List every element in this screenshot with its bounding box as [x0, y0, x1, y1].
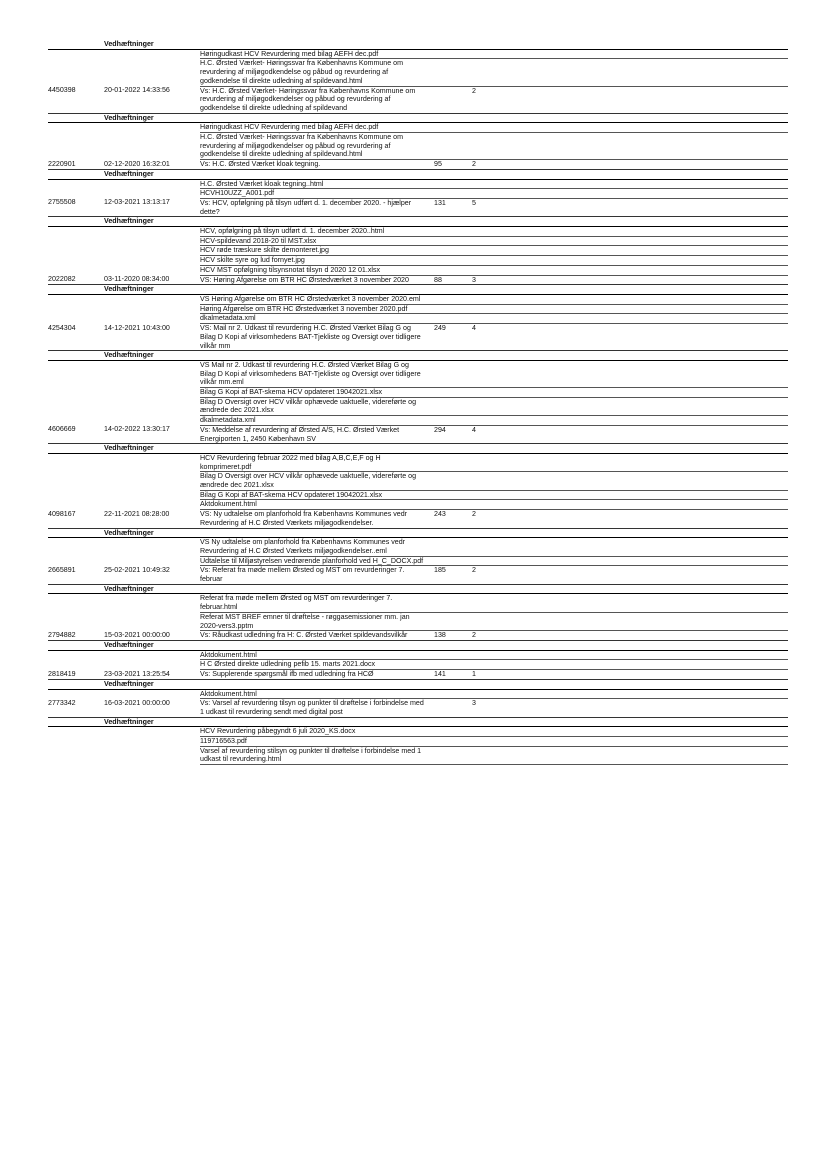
attachment-row [48, 453, 788, 471]
attachment-row [48, 236, 788, 246]
attachment-row [48, 490, 788, 500]
attachment-filename: H.C. Ørsted Værket kloak tegning..html [200, 179, 434, 189]
message-id: 4450398 [48, 86, 104, 113]
message-id: 2818419 [48, 670, 104, 680]
attachment-row [48, 746, 788, 764]
attachment-filename: H.C. Ørsted Værket- Høringssvar fra Københavns Kommune om revurdering af miljøgodkendelse og påbud og revurdering af godkendelse til direkte udledning af spildevand.html [200, 59, 434, 86]
message-datetime: 02-12-2020 16:32:01 [104, 160, 200, 170]
attachment-filename: HCV Revurdering påbegyndt 6 juli 2020_KS.docx [200, 727, 434, 737]
attachment-count: 3 [472, 275, 504, 285]
attachment-count: 2 [472, 510, 504, 528]
message-subject: Vs: Meddelse af revurdering af Ørsted A/S, H.C. Ørsted Værket Energiporten 1, 2450 København SV [200, 425, 434, 443]
attachment-filename: HCV MST opfølgning tilsynsnotat tilsyn d 2020 12 01.xlsx [200, 265, 434, 275]
attachment-filename: VS Ny udtalelse om planforhold fra Københavns Kommunes vedr Revurdering af H.C Ørsted Værkets miljøgodkendelser..eml [200, 538, 434, 556]
message-id: 2665891 [48, 566, 104, 584]
attachment-filename: Udtalelse til Miljøstyrelsen vedrørende planforhold ved H_C_DOCX.pdf [200, 556, 434, 566]
attachment-filename: 119716563.pdf [200, 737, 434, 747]
attachment-filename: HCV-spildevand 2018-20 til MST.xlsx [200, 236, 434, 246]
message-row [48, 699, 788, 717]
attachments-label: Vedhæftninger [104, 641, 200, 651]
message-size: 294 [434, 425, 472, 443]
attachments-header-row [48, 40, 788, 49]
attachment-filename: HCV Revurdering februar 2022 med bilag A,B,C,E,F og H komprimeret.pdf [200, 453, 434, 471]
document-page [48, 40, 788, 765]
message-size: 249 [434, 324, 472, 351]
attachment-filename: Bilag G Kopi af BAT-skema HCV opdateret 19042021.xlsx [200, 388, 434, 398]
message-id: 2755508 [48, 198, 104, 216]
correspondence-table [48, 40, 788, 765]
attachment-row [48, 49, 788, 59]
attachment-filename: H.C. Ørsted Værket- Høringssvar fra Københavns Kommune om revurdering af miljøgodkendelser og påbud og revurdering af godkendelse til direkte udledning af spildevand.html [200, 133, 434, 160]
attachments-header-row [48, 717, 788, 727]
attachment-filename: Aktdokument.html [200, 650, 434, 660]
attachments-header-row [48, 217, 788, 227]
attachment-filename: HCV skilte syre og lud fornyet.jpg [200, 256, 434, 266]
message-size: 88 [434, 275, 472, 285]
message-subject: VS: Mail nr 2. Udkast til revurdering H.C. Ørsted Værket Bilag G og Bilag D Kopi af virksomhedens BAT-Tjekliste og Oversigt over tidligere vilkår mm [200, 324, 434, 351]
attachments-header-row [48, 641, 788, 651]
message-row [48, 86, 788, 113]
message-row [48, 275, 788, 285]
attachment-filename: Bilag G Kopi af BAT-skema HCV opdateret 19042021.xlsx [200, 490, 434, 500]
message-size: 185 [434, 566, 472, 584]
message-datetime: 12-03-2021 13:13:17 [104, 198, 200, 216]
message-row [48, 425, 788, 443]
message-subject: Vs: HCV, opfølgning på tilsyn udført d. 1. december 2020. - hjælper dette? [200, 198, 434, 216]
message-row [48, 670, 788, 680]
message-datetime: 22-11-2021 08:28:00 [104, 510, 200, 528]
attachments-header-row [48, 351, 788, 361]
correspondence-rows [48, 40, 788, 765]
attachments-label: Vedhæftninger [104, 584, 200, 594]
attachment-row [48, 538, 788, 556]
attachment-row [48, 472, 788, 490]
attachment-filename: Høringudkast HCV Revurdering med bilag AEFH dec.pdf [200, 49, 434, 59]
attachment-filename: Referat MST BREF emner til drøftelse - røggasemissioner mm. jan 2020-vers3.pptm [200, 612, 434, 630]
attachment-row [48, 265, 788, 275]
attachment-count: 2 [472, 160, 504, 170]
message-subject: VS: Høring Afgørelse om BTR HC Ørstedværket 3 november 2020 [200, 275, 434, 285]
attachments-label: Vedhæftninger [104, 444, 200, 454]
message-subject: Vs: Råudkast udledning fra H: C. Ørsted Værket spildevandsvilkår [200, 631, 434, 641]
message-datetime: 25-02-2021 10:49:32 [104, 566, 200, 584]
attachment-filename: Varsel af revurdering stilsyn og punkter til drøftelse i forbindelse med 1 udkast til revurdering.html [200, 746, 434, 764]
attachment-filename: HCV, opfølgning på tilsyn udført d. 1. december 2020..html [200, 227, 434, 237]
attachment-row [48, 660, 788, 670]
message-size: 95 [434, 160, 472, 170]
attachment-row [48, 360, 788, 387]
attachment-filename: Aktdokument.html [200, 689, 434, 699]
attachments-header-row [48, 584, 788, 594]
message-subject: VS: Ny udtalelse om planforhold fra Københavns Kommunes vedr Revurdering af H.C Ørsted Værkets miljøgodkendelser. [200, 510, 434, 528]
attachment-filename: Høring Afgørelse om BTR HC Ørstedværket 3 november 2020.pdf [200, 304, 434, 314]
message-id: 2794882 [48, 631, 104, 641]
message-size: 243 [434, 510, 472, 528]
message-id: 4254304 [48, 324, 104, 351]
message-size: 138 [434, 631, 472, 641]
message-datetime: 15-03-2021 00:00:00 [104, 631, 200, 641]
attachment-row [48, 304, 788, 314]
attachment-filename: Bilag D Oversigt over HCV vilkår ophævede uaktuelle, videreførte og ændrede dec 2021.xlsx [200, 397, 434, 415]
attachment-row [48, 256, 788, 266]
attachments-label: Vedhæftninger [104, 113, 200, 123]
attachment-row [48, 612, 788, 630]
attachment-count: 2 [472, 631, 504, 641]
attachment-filename: HCVH10UZZ_A001.pdf [200, 189, 434, 199]
attachment-filename: Høringudkast HCV Revurdering med bilag AEFH dec.pdf [200, 123, 434, 133]
message-subject: Vs: Referat fra møde mellem Ørsted og MST om revurderinger 7. februar [200, 566, 434, 584]
attachment-filename: VS Mail nr 2. Udkast til revurdering H.C. Ørsted Værket Bilag G og Bilag D Kopi af virksomhedens BAT-Tjekliste og Oversigt over tidligere vilkår mm.eml [200, 360, 434, 387]
attachment-row [48, 314, 788, 324]
message-subject: Vs: H.C. Ørsted Værket- Høringssvar fra Københavns Kommune om revurdering af miljøgodkendelser og påbud og revurdering af godkendelse til direkte udledning af spildevand [200, 86, 434, 113]
attachments-label: Vedhæftninger [104, 351, 200, 361]
message-datetime: 23-03-2021 13:25:54 [104, 670, 200, 680]
attachments-label: Vedhæftninger [104, 217, 200, 227]
attachment-row [48, 133, 788, 160]
attachment-row [48, 727, 788, 737]
message-row [48, 160, 788, 170]
attachment-filename: VS Høring Afgørelse om BTR HC Ørstedværket 3 november 2020.eml [200, 294, 434, 304]
message-size [434, 86, 472, 113]
attachment-row [48, 294, 788, 304]
attachments-header-row [48, 113, 788, 123]
message-datetime: 20-01-2022 14:33:56 [104, 86, 200, 113]
attachment-row [48, 556, 788, 566]
attachment-row [48, 650, 788, 660]
message-row [48, 631, 788, 641]
message-id: 2773342 [48, 699, 104, 717]
attachment-count: 2 [472, 566, 504, 584]
attachments-header-row [48, 169, 788, 179]
attachment-count: 4 [472, 425, 504, 443]
attachment-row [48, 59, 788, 86]
message-row [48, 198, 788, 216]
attachments-header-row [48, 444, 788, 454]
attachment-row [48, 397, 788, 415]
attachments-label: Vedhæftninger [104, 528, 200, 538]
attachment-row [48, 594, 788, 612]
attachment-filename: Bilag D Oversigt over HCV vilkår ophævede uaktuelle, videreførte og ændrede dec 2021.xlsx [200, 472, 434, 490]
message-datetime: 03-11-2020 08:34:00 [104, 275, 200, 285]
message-size: 131 [434, 198, 472, 216]
attachments-header-row [48, 285, 788, 295]
message-id: 4606669 [48, 425, 104, 443]
attachments-label: Vedhæftninger [104, 40, 200, 49]
attachment-row [48, 227, 788, 237]
message-subject: Vs: Supplerende spørgsmål ifb med udledning fra HCØ [200, 670, 434, 680]
attachment-filename: HCV røde træskure skilte demonteret.jpg [200, 246, 434, 256]
message-datetime: 14-02-2022 13:30:17 [104, 425, 200, 443]
attachment-filename: H C Ørsted direkte udledning pefib 15. marts 2021.docx [200, 660, 434, 670]
message-size: 141 [434, 670, 472, 680]
attachment-count: 4 [472, 324, 504, 351]
attachment-row [48, 179, 788, 189]
attachments-label: Vedhæftninger [104, 285, 200, 295]
attachments-header-row [48, 528, 788, 538]
attachment-row [48, 189, 788, 199]
attachment-count: 2 [472, 86, 504, 113]
attachment-filename: Referat fra møde mellem Ørsted og MST om revurderinger 7. februar.html [200, 594, 434, 612]
message-id: 2220901 [48, 160, 104, 170]
attachment-filename: dkalmetadata.xml [200, 416, 434, 426]
attachment-row [48, 689, 788, 699]
attachment-count: 5 [472, 198, 504, 216]
attachment-row [48, 737, 788, 747]
attachment-count: 3 [472, 699, 504, 717]
attachments-label: Vedhæftninger [104, 169, 200, 179]
attachment-row [48, 123, 788, 133]
message-subject: Vs: Varsel af revurdering tilsyn og punkter til drøftelse i forbindelse med 1 udkast til revurdering sendt med digital post [200, 699, 434, 717]
attachments-label: Vedhæftninger [104, 679, 200, 689]
attachment-row [48, 416, 788, 426]
attachment-filename: dkalmetadata.xml [200, 314, 434, 324]
attachments-label: Vedhæftninger [104, 717, 200, 727]
message-row [48, 566, 788, 584]
message-datetime: 14-12-2021 10:43:00 [104, 324, 200, 351]
message-id: 4098167 [48, 510, 104, 528]
message-id: 2022082 [48, 275, 104, 285]
attachment-count: 1 [472, 670, 504, 680]
message-subject: Vs: H.C. Ørsted Værket kloak tegning. [200, 160, 434, 170]
message-datetime: 16-03-2021 00:00:00 [104, 699, 200, 717]
message-row [48, 324, 788, 351]
attachment-row [48, 500, 788, 510]
attachment-row [48, 388, 788, 398]
attachment-row [48, 246, 788, 256]
attachments-header-row [48, 679, 788, 689]
message-row [48, 510, 788, 528]
attachment-filename: Aktdokument.html [200, 500, 434, 510]
message-size [434, 699, 472, 717]
